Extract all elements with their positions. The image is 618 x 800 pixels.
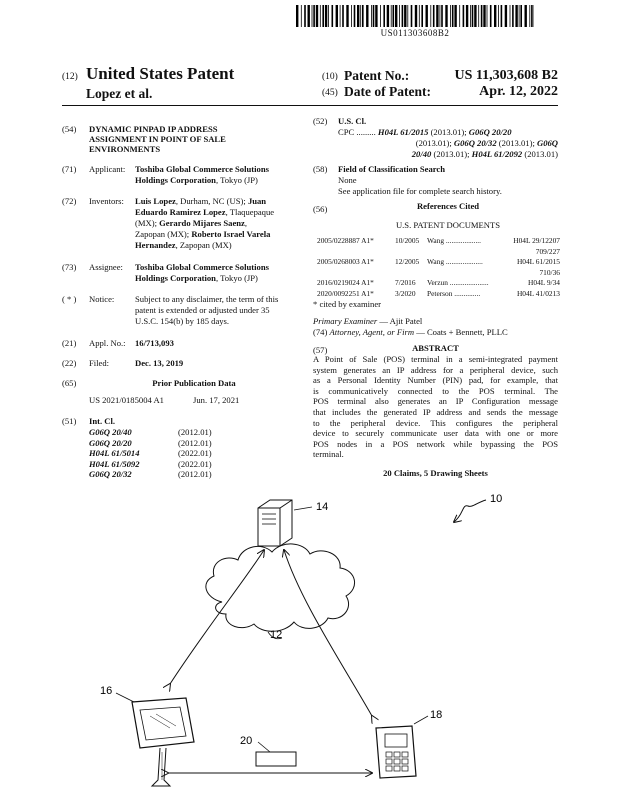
config-message-box: [256, 752, 296, 766]
intcl-row: [89, 459, 289, 470]
intcl-row: [89, 427, 289, 438]
leader-16: [116, 693, 134, 702]
intcl-row: [89, 469, 289, 480]
invention-title-1: DYNAMIC PINPAD IP ADDRESS: [89, 124, 218, 134]
intcl-list: [89, 427, 289, 480]
patent-number: US 11,303,608 B2: [454, 68, 558, 83]
code-45: (45): [322, 88, 338, 98]
barcode-bar: [328, 5, 329, 27]
barcode-bar: [510, 5, 511, 27]
barcode-bar: [487, 5, 488, 27]
barcode-bar: [452, 5, 454, 27]
patent-date: Apr. 12, 2022: [479, 84, 558, 99]
attorney-label: Attorney, Agent, or Firm: [329, 327, 415, 337]
barcode-bar: [296, 5, 298, 27]
label-18: 18: [430, 709, 443, 721]
reference-class: H04L 9/34: [528, 278, 560, 287]
cpc-6: H04L 61/2092: [471, 149, 523, 159]
reference-name: Peterson ..............: [427, 288, 481, 298]
barcode-bar: [421, 5, 423, 27]
server-icon: [258, 500, 292, 546]
reference-number: 2020/0092251 A1*: [317, 288, 374, 298]
cpc-4: G06Q: [536, 138, 558, 148]
cpc-line-3: [338, 149, 558, 160]
cpc-label: CPC .........: [338, 127, 376, 137]
assignee-label: Assignee:: [89, 262, 123, 272]
reference-name: Wang ...................: [427, 236, 482, 245]
inventor-2-loc: , Tlaquepaque: [225, 207, 275, 217]
barcode-bar: [387, 5, 389, 27]
code-54: (54): [62, 124, 77, 134]
barcode-bar: [490, 5, 492, 27]
notice-code: ( * ): [62, 294, 77, 304]
barcode-bar: [346, 5, 348, 27]
barcode-bar: [426, 5, 428, 27]
barcode-bar: [313, 5, 315, 27]
cpc-line-1: [338, 127, 558, 138]
cpc-2: G06Q 20/20: [468, 127, 512, 137]
reference-class-2: 710/36: [539, 267, 560, 277]
abstract-line: system generates an IP address for a peripheral device, such: [313, 364, 558, 375]
inventor-line-5: [135, 240, 232, 251]
attorney-name: — Coats + Bennett, PLLC: [414, 327, 508, 337]
claims-line: 20 Claims, 5 Drawing Sheets: [383, 468, 488, 478]
barcode-bar: [351, 5, 352, 27]
barcode-bar: [415, 5, 417, 27]
barcode-bar: [380, 5, 381, 27]
cpc-2-date: (2013.01);: [415, 138, 454, 148]
label-16: 16: [100, 685, 113, 697]
leader-18: [414, 716, 428, 724]
inventor-1-name: Luis Lopez: [135, 196, 176, 206]
barcode-bar: [520, 5, 522, 27]
barcode-bar: [411, 5, 413, 27]
barcode-bar: [430, 5, 431, 27]
barcode-bar: [402, 5, 404, 27]
cpc-3: G06Q 20/32: [453, 138, 497, 148]
barcode-bar: [308, 5, 310, 27]
barcode-bar: [301, 5, 302, 27]
assignee-name-2-line: [135, 273, 258, 284]
date-label: Date of Patent:: [344, 84, 431, 99]
inventor-line-1: [135, 196, 266, 207]
abstract-line: POS terminal also generates an IP Configuration message: [313, 396, 558, 407]
reference-date: 10/2005: [395, 236, 420, 245]
intcl-code: G06Q 20/32: [89, 469, 132, 480]
barcode-bar: [383, 5, 385, 27]
barcode-bar: [459, 5, 460, 27]
filed-date: Dec. 13, 2019: [135, 358, 184, 368]
intcl-date: (2022.01): [178, 448, 212, 459]
reference-class: H04L 29/12207: [513, 236, 560, 245]
abstract-heading: ABSTRACT: [412, 343, 459, 353]
reference-date: 12/2005: [395, 257, 420, 266]
reference-10-arrow: [454, 500, 486, 522]
reference-date: 7/2016: [395, 278, 416, 287]
patent-no-label: Patent No.:: [344, 68, 410, 83]
barcode-bar: [529, 5, 530, 27]
abstract-line: A Point of Sale (POS) terminal in a semi-integrated payment: [313, 354, 558, 364]
applicant-name-1: Toshiba Global Commerce Solutions: [135, 164, 269, 174]
reference-number: 2005/0228887 A1*: [317, 236, 374, 245]
intcl-date: (2012.01): [178, 437, 212, 448]
inventor-short: Lopez et al.: [86, 86, 153, 101]
barcode-bar: [483, 5, 485, 27]
reference-name: Wang ....................: [427, 257, 483, 266]
cpc-1: H04L 61/2015: [377, 127, 429, 137]
code-73: (73): [62, 262, 77, 272]
network-diagram: [0, 480, 618, 800]
inventor-5-name: Hernandez: [135, 240, 176, 250]
code-58: (58): [313, 164, 328, 174]
barcode-bar: [357, 5, 359, 27]
reference-row: [317, 257, 560, 278]
code-52: (52): [313, 116, 328, 126]
intcl-heading: Int. Cl.: [89, 416, 116, 426]
code-74: (74): [313, 327, 328, 337]
intcl-code: H04L 61/5092: [89, 458, 140, 469]
code-57: (57): [313, 345, 328, 355]
code-65: (65): [62, 378, 77, 388]
refs-subheading: U.S. PATENT DOCUMENTS: [395, 220, 501, 230]
barcode-bar: [481, 5, 483, 27]
barcode-bar: [515, 5, 517, 27]
applicant-location: , Tokyo (JP): [215, 175, 258, 185]
notice-line-3: U.S.C. 154(b) by 185 days.: [135, 316, 230, 326]
barcode-bar: [373, 5, 375, 27]
reference-row: [317, 289, 560, 300]
barcode-bar: [360, 5, 361, 27]
prior-pub-heading: Prior Publication Data: [152, 378, 236, 388]
barcode-bar: [399, 5, 400, 27]
inventor-4-pre: Zapopan (MX);: [135, 229, 192, 239]
label-10: 10: [490, 493, 503, 505]
barcode-bar: [498, 5, 499, 27]
barcode-bar: [519, 5, 520, 27]
barcode-bar: [474, 5, 476, 27]
barcode-bar: [366, 5, 368, 27]
abstract-line: as a Personal Identity Number (PIN) pad, for example, that: [313, 375, 558, 386]
cpc-5-date: (2013.01);: [431, 149, 472, 159]
abstract-line: is communicatively connected to the POS terminal. The: [313, 385, 558, 396]
barcode-bar: [450, 5, 451, 27]
barcode-bar: [332, 5, 334, 27]
inventor-2-first: Juan: [247, 196, 267, 206]
barcode-bar: [419, 5, 420, 27]
reference-number: 2005/0268003 A1*: [317, 257, 374, 266]
barcode-bar: [362, 5, 364, 27]
appl-no-label: Appl. No.:: [89, 338, 126, 348]
field-see: See application file for complete search history.: [338, 186, 502, 196]
field-none: None: [338, 175, 357, 185]
barcode-bar: [454, 5, 456, 27]
barcode-bar: [391, 5, 392, 27]
barcode-bar: [472, 5, 474, 27]
reference-class: H04L 41/0213: [516, 288, 560, 298]
code-71: (71): [62, 164, 77, 174]
cpc-5: 20/40: [411, 149, 432, 159]
inventor-1-loc: , Durham, NC (US);: [175, 196, 248, 206]
cpc-line-2: [338, 138, 558, 149]
code-51: (51): [62, 416, 77, 426]
barcode-bar: [531, 5, 533, 27]
barcode-bar: [440, 5, 441, 27]
filed-label: Filed:: [89, 358, 110, 368]
code-22: (22): [62, 358, 77, 368]
barcode-bar: [501, 5, 503, 27]
barcode-bar: [525, 5, 527, 27]
barcode-bar: [463, 5, 465, 27]
header-rule: [62, 105, 558, 106]
barcode-bar: [404, 5, 406, 27]
invention-title-2: ASSIGNMENT IN POINT OF SALE: [89, 134, 226, 144]
barcode-bar: [494, 5, 496, 27]
abstract-line: terminal.: [313, 449, 344, 460]
cpc-6-date: (2013.01): [522, 149, 558, 159]
field-heading: Field of Classification Search: [338, 164, 446, 174]
barcode-bar: [325, 5, 327, 27]
notice-label: Notice:: [89, 294, 115, 304]
uscl-heading: U.S. Cl.: [338, 116, 367, 126]
publication-number: US011303608B2: [380, 28, 450, 38]
reference-class: H04L 61/2015: [516, 257, 560, 266]
applicant-name-2: Holdings Corporation: [135, 175, 216, 185]
barcode-bar: [436, 5, 438, 27]
applicant-label: Applicant:: [89, 164, 126, 174]
examiner-line: [313, 316, 422, 327]
inventor-line-2: [135, 207, 274, 218]
refs-heading: References Cited: [416, 201, 480, 211]
code-12: (12): [62, 72, 78, 82]
abstract-line: device to securely communicate user data with one or more: [313, 428, 558, 439]
barcode-bar: [342, 5, 344, 27]
barcode-bar: [393, 5, 395, 27]
inventors-label: Inventors:: [89, 196, 124, 206]
barcode-bar: [512, 5, 514, 27]
barcode-bar: [354, 5, 356, 27]
abstract-line: that includes the generated IP address and sends the message: [313, 406, 558, 417]
barcode-bar: [304, 5, 306, 27]
inventor-3-name: Gerardo Mijares Saenz: [159, 218, 245, 228]
barcode-bar: [371, 5, 372, 27]
code-10: (10): [322, 72, 338, 82]
abstract-line: POS nodes in a POS network while bypassing the POS: [313, 438, 558, 449]
inventor-4-name: Roberto Israel Varela: [191, 229, 271, 239]
abstract-line: to the peripheral device. This configures the peripheral: [313, 417, 558, 428]
barcode-bar: [478, 5, 479, 27]
code-56: (56): [313, 204, 328, 214]
barcode-bar: [441, 5, 443, 27]
appl-no: 16/713,093: [135, 338, 174, 348]
reference-row: [317, 278, 560, 289]
barcode-bar: [322, 5, 324, 27]
assignee-name-1: Toshiba Global Commerce Solutions: [135, 262, 269, 272]
prior-pub-number: US 2021/0185004 A1: [89, 395, 164, 405]
applicant-name-2-line: [135, 175, 258, 186]
pin-pad-icon: [376, 726, 416, 778]
intcl-date: (2012.01): [178, 469, 212, 480]
abstract-body: [313, 354, 558, 460]
leader-14: [294, 507, 312, 510]
barcode-bar: [445, 5, 447, 27]
cited-by: * cited by examiner: [313, 299, 382, 309]
cpc-3-date: (2013.01);: [496, 138, 537, 148]
intcl-code: H04L 61/5014: [89, 448, 140, 459]
intcl-code: G06Q 20/40: [89, 427, 132, 437]
barcode-bar: [395, 5, 397, 27]
barcode-bar: [316, 5, 318, 27]
inventor-3-pre: (MX);: [135, 218, 160, 228]
prior-pub-date: Jun. 17, 2021: [193, 395, 240, 405]
intcl-date: (2012.01): [178, 427, 212, 437]
intcl-date: (2022.01): [178, 458, 212, 469]
notice-line-1: Subject to any disclaimer, the term of this: [135, 294, 279, 304]
barcode-bar: [336, 5, 338, 27]
barcode-bar: [470, 5, 471, 27]
inventor-2-name: Eduardo Ramirez Lopez: [135, 207, 226, 217]
invention-title-3: ENVIRONMENTS: [89, 144, 161, 154]
leader-20: [258, 742, 270, 752]
barcode-bar: [433, 5, 435, 27]
reference-row: [317, 236, 560, 257]
refs-list: [317, 236, 560, 299]
barcode-bar: [505, 5, 507, 27]
inventor-line-4: [135, 229, 270, 240]
barcode: [296, 5, 534, 27]
inventor-line-3: [135, 218, 247, 229]
notice-line-2: patent is extended or adjusted under 35: [135, 305, 270, 315]
label-20: 20: [240, 735, 253, 747]
examiner-label: Primary Examiner: [313, 316, 378, 326]
label-12: 12: [270, 629, 283, 641]
assignee-name-2: Holdings Corporation: [135, 273, 216, 283]
barcode-bar: [340, 5, 341, 27]
network-cloud-icon: [206, 544, 355, 631]
inventor-5-rest: , Zapopan (MX): [175, 240, 232, 250]
examiner-name: — Ajit Patel: [377, 316, 423, 326]
assignee-location: , Tokyo (JP): [215, 273, 258, 283]
barcode-bar: [466, 5, 468, 27]
barcode-bar: [375, 5, 377, 27]
code-72: (72): [62, 196, 77, 206]
label-14: 14: [316, 501, 329, 513]
barcode-bar: [320, 5, 321, 27]
barcode-bar: [312, 5, 313, 27]
reference-name: Verzun .....................: [427, 278, 489, 287]
reference-class-2: 709/227: [535, 246, 560, 256]
cpc-1-date: (2013.01);: [428, 127, 469, 137]
inventor-3-rest: ,: [244, 218, 248, 228]
intcl-code: G06Q 20/20: [89, 437, 132, 448]
attorney-line: [313, 327, 508, 338]
barcode-bar: [407, 5, 408, 27]
reference-date: 3/2020: [395, 288, 416, 298]
document-type: United States Patent: [86, 64, 235, 83]
code-21: (21): [62, 338, 77, 348]
intcl-row: [89, 448, 289, 459]
reference-number: 2016/0219024 A1*: [317, 278, 374, 287]
intcl-row: [89, 438, 289, 449]
